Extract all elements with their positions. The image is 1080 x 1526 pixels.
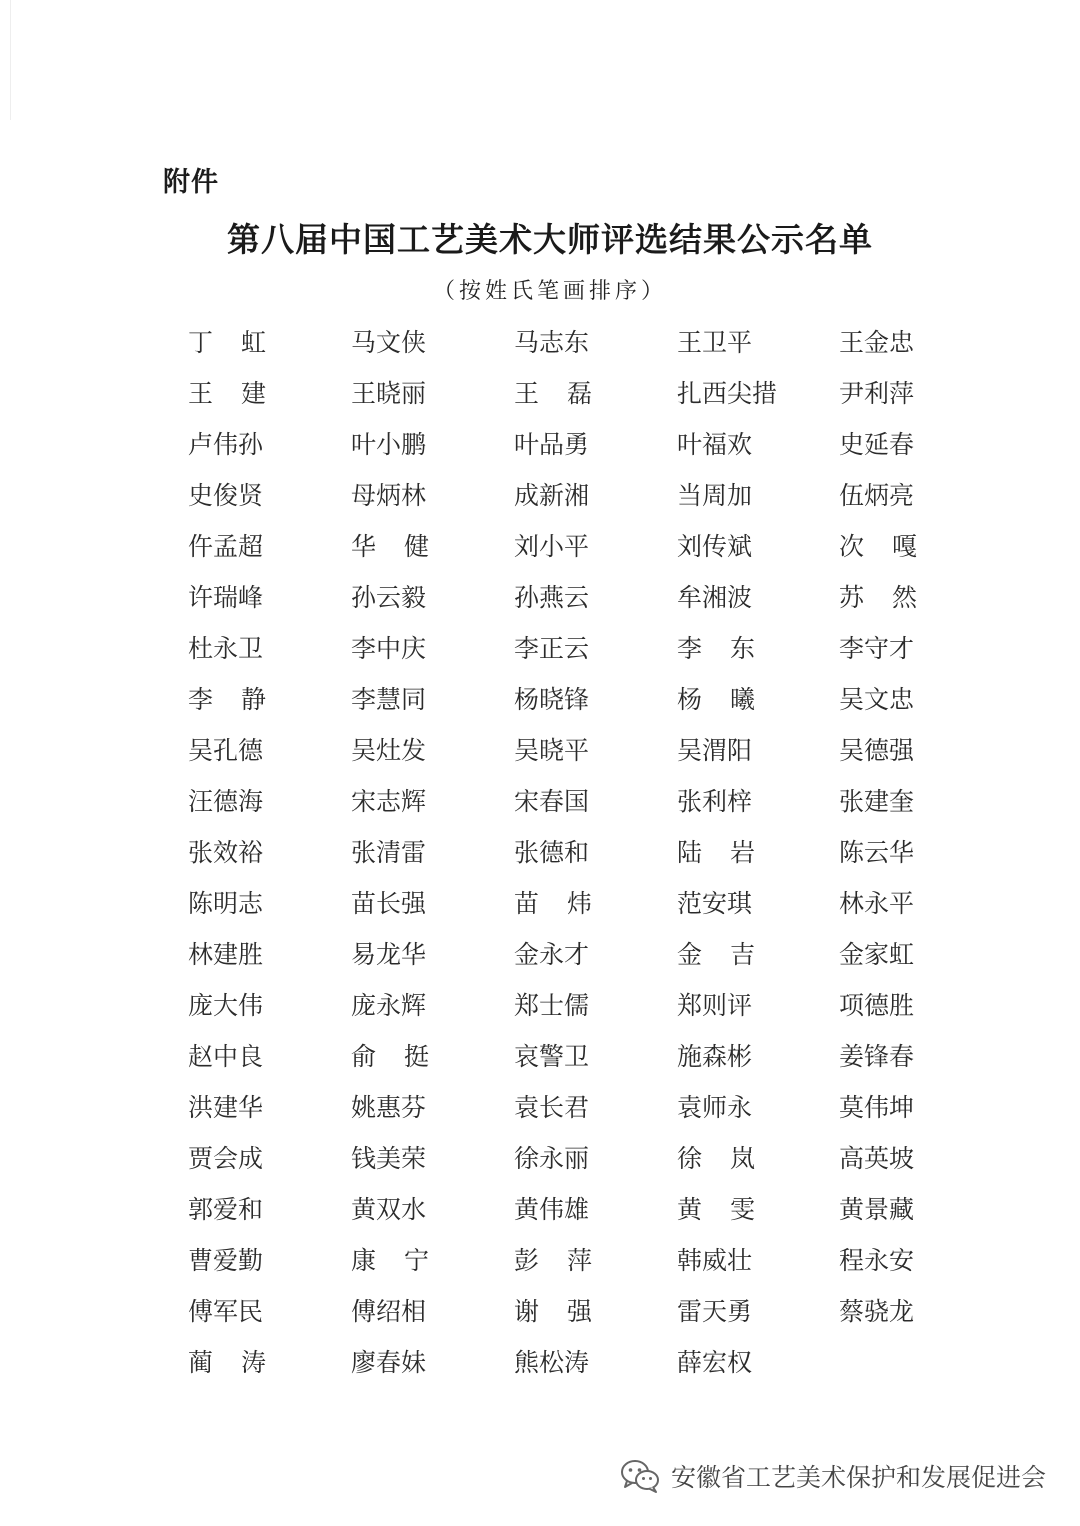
name-entry: 韩威壮 xyxy=(677,1246,753,1275)
name-entry: 孙云毅 xyxy=(351,583,427,612)
name-entry: 汪德海 xyxy=(188,787,264,816)
names-list xyxy=(188,322,998,1393)
name-entry: 王卫平 xyxy=(677,328,753,357)
name-entry: 李慧同 xyxy=(351,685,427,714)
name-entry: 宋志辉 xyxy=(351,787,427,816)
name-entry: 熊松涛 xyxy=(514,1348,590,1377)
name-entry: 哀警卫 xyxy=(514,1042,590,1071)
name-entry: 薛宏权 xyxy=(677,1348,753,1377)
name-entry: 施森彬 xyxy=(677,1042,753,1071)
name-entry: 牟湘波 xyxy=(677,583,753,612)
name-entry: 廖春妹 xyxy=(351,1348,427,1377)
name-entry: 袁长君 xyxy=(514,1093,590,1122)
name-entry: 黄 雯 xyxy=(677,1195,755,1224)
name-entry: 伍炳亮 xyxy=(839,481,915,510)
name-entry: 范安琪 xyxy=(677,889,753,918)
name-entry: 史延春 xyxy=(839,430,915,459)
name-entry: 吴德强 xyxy=(839,736,915,765)
name-entry: 赵中良 xyxy=(188,1042,264,1071)
name-entry: 康 宁 xyxy=(351,1246,429,1275)
name-entry: 郑士儒 xyxy=(514,991,590,1020)
name-entry: 钱美荣 xyxy=(351,1144,427,1173)
name-entry: 华 健 xyxy=(351,532,429,561)
name-entry: 李 静 xyxy=(188,685,266,714)
name-entry: 张建奎 xyxy=(839,787,915,816)
name-entry: 苗 炜 xyxy=(514,889,592,918)
name-entry: 叶福欢 xyxy=(677,430,753,459)
name-entry: 成新湘 xyxy=(514,481,590,510)
name-entry: 谢 强 xyxy=(514,1297,592,1326)
name-entry: 叶小鹏 xyxy=(351,430,427,459)
name-entry: 郭爱和 xyxy=(188,1195,264,1224)
name-entry: 蔡骁龙 xyxy=(839,1297,915,1326)
name-entry: 林建胜 xyxy=(188,940,264,969)
name-entry: 傅军民 xyxy=(188,1297,264,1326)
name-entry: 郑则评 xyxy=(677,991,753,1020)
name-entry: 苗长强 xyxy=(351,889,427,918)
name-entry: 尹利萍 xyxy=(839,379,915,408)
name-entry: 彭 萍 xyxy=(514,1246,592,1275)
name-entry: 吴灶发 xyxy=(351,736,427,765)
name-entry: 李正云 xyxy=(514,634,590,663)
name-entry: 姚惠芬 xyxy=(351,1093,427,1122)
name-entry: 李守才 xyxy=(839,634,915,663)
name-entry: 母炳林 xyxy=(351,481,427,510)
name-entry: 刘小平 xyxy=(514,532,590,561)
name-entry: 庞大伟 xyxy=(188,991,264,1020)
name-entry: 扎西尖措 xyxy=(677,379,778,408)
name-entry: 张德和 xyxy=(514,838,590,867)
name-entry: 马志东 xyxy=(514,328,590,357)
name-entry: 程永安 xyxy=(839,1246,915,1275)
name-entry: 丁 虹 xyxy=(188,328,266,357)
name-entry: 贾会成 xyxy=(188,1144,264,1173)
name-entry: 金家虹 xyxy=(839,940,915,969)
name-entry: 卢伟孙 xyxy=(188,430,264,459)
name-entry: 陈云华 xyxy=(839,838,915,867)
document-subtitle: （按姓氏笔画排序） xyxy=(432,279,667,304)
name-entry: 仵孟超 xyxy=(188,532,264,561)
attachment-label: 附件 xyxy=(163,167,219,198)
document-title: 第八届中国工艺美术大师评选结果公示名单 xyxy=(227,220,873,259)
name-entry: 陆 岩 xyxy=(677,838,755,867)
name-entry: 徐永丽 xyxy=(514,1144,590,1173)
page-edge xyxy=(10,0,11,120)
name-entry: 吴渭阳 xyxy=(677,736,753,765)
name-entry: 曹爱勤 xyxy=(188,1246,264,1275)
name-entry: 项德胜 xyxy=(839,991,915,1020)
name-entry: 徐 岚 xyxy=(677,1144,755,1173)
name-entry: 蔺 涛 xyxy=(188,1348,266,1377)
name-entry: 许瑞峰 xyxy=(188,583,264,612)
name-entry: 李 东 xyxy=(677,634,755,663)
name-entry: 易龙华 xyxy=(351,940,427,969)
name-entry: 林永平 xyxy=(839,889,915,918)
name-entry: 雷天勇 xyxy=(677,1297,753,1326)
name-entry: 史俊贤 xyxy=(188,481,264,510)
name-entry: 黄双水 xyxy=(351,1195,427,1224)
name-entry: 孙燕云 xyxy=(514,583,590,612)
name-entry: 苏 然 xyxy=(839,583,917,612)
name-entry: 傅绍相 xyxy=(351,1297,427,1326)
name-entry: 李中庆 xyxy=(351,634,427,663)
name-entry: 杨 曦 xyxy=(677,685,755,714)
name-entry: 金永才 xyxy=(514,940,590,969)
name-entry: 吴文忠 xyxy=(839,685,915,714)
name-entry: 王 建 xyxy=(188,379,266,408)
name-entry: 陈明志 xyxy=(188,889,264,918)
name-entry: 姜锋春 xyxy=(839,1042,915,1071)
name-entry: 张效裕 xyxy=(188,838,264,867)
organization-name: 安徽省工艺美术保护和发展促进会 xyxy=(670,1463,1046,1492)
name-entry: 马文侠 xyxy=(351,328,427,357)
name-entry: 刘传斌 xyxy=(677,532,753,561)
name-entry: 庞永辉 xyxy=(351,991,427,1020)
name-entry: 吴孔德 xyxy=(188,736,264,765)
name-entry: 王晓丽 xyxy=(351,379,427,408)
name-entry: 吴晓平 xyxy=(514,736,590,765)
name-entry: 洪建华 xyxy=(188,1093,264,1122)
name-entry: 莫伟坤 xyxy=(839,1093,915,1122)
name-entry: 黄景藏 xyxy=(839,1195,915,1224)
name-entry: 俞 挺 xyxy=(351,1042,429,1071)
name-entry: 次 嘎 xyxy=(839,532,917,561)
name-entry: 张清雷 xyxy=(351,838,427,867)
wechat-icon xyxy=(619,1458,661,1494)
name-entry: 叶品勇 xyxy=(514,430,590,459)
name-entry: 王金忠 xyxy=(839,328,915,357)
name-entry: 杨晓锋 xyxy=(514,685,590,714)
name-entry: 金 吉 xyxy=(677,940,755,969)
name-entry: 杜永卫 xyxy=(188,634,264,663)
name-entry: 宋春国 xyxy=(514,787,590,816)
name-entry: 当周加 xyxy=(677,481,753,510)
name-entry: 高英坡 xyxy=(839,1144,915,1173)
footer-watermark xyxy=(619,1458,1046,1494)
name-entry: 张利梓 xyxy=(677,787,753,816)
name-entry: 王 磊 xyxy=(514,379,592,408)
name-entry: 黄伟雄 xyxy=(514,1195,590,1224)
name-entry: 袁师永 xyxy=(677,1093,753,1122)
